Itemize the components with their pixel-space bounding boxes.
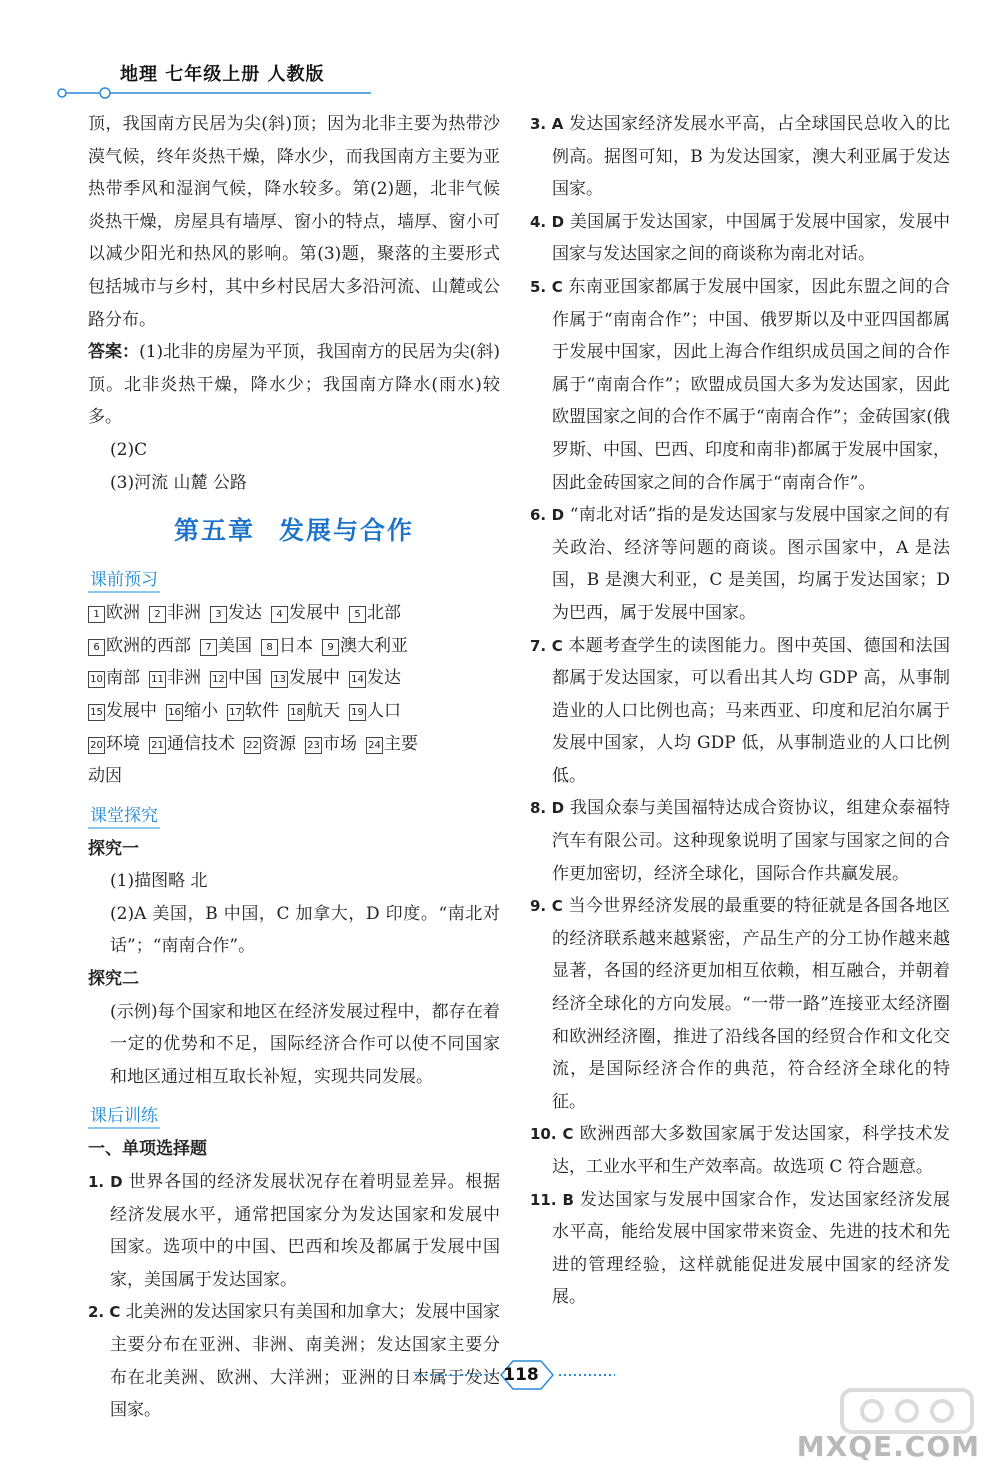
preview-item [271,597,340,630]
preview-item [149,728,235,761]
preview-tail: 动因 [88,766,122,787]
preview-item [288,695,340,728]
preview-item-text: 美国 [218,635,252,656]
preview-item-number: 12 [210,671,227,688]
header-title: 地理 七年级上册 人教版 [120,64,325,85]
question-3 [530,108,950,206]
preview-item-text: 欧洲的西部 [106,635,191,656]
preview-item-number: 14 [349,671,366,688]
preview-item [322,630,408,663]
preview-item-number: 11 [149,671,166,688]
chapter-name: 发展与合作 [279,516,415,546]
question-11 [530,1184,950,1314]
preview-item [88,728,140,761]
preview-item-number: 9 [322,639,339,656]
preview-item [88,630,191,663]
question-3-answer: 3. A [530,115,564,133]
question-2-answer: 2. C [88,1303,121,1322]
preview-item-number: 10 [88,671,105,688]
preview-row [88,597,500,630]
question-5-answer: 5. C [530,277,563,296]
preview-item [149,597,201,630]
left-column [88,108,500,1427]
preview-item [261,630,313,663]
preview-item-number: 2 [149,606,166,623]
preview-row [88,695,500,728]
section-preview: 课前预习 [88,565,160,593]
question-3-text: 发达国家经济发展水平高，占全球国民总收入的比例高。据图可知，B 为发达国家，澳大利亚属于发达国家。 [552,114,951,200]
question-4-answer: 4. D [530,212,565,231]
question-1-text: 世界各国的经济发展状况存在着明显差异。根据经济发展水平，通常把国家分为发达国家和发展中国家。选项中的中国、巴西和埃及都属于发展中国家，美国属于发达国家。 [110,1172,501,1290]
preview-item-text: 发达 [228,603,262,624]
preview-item-text: 发展中 [289,668,340,689]
question-6 [530,499,950,629]
question-6-answer: 6. D [530,506,565,525]
question-8-text: 我国众泰与美国福特达成合资协议，组建众泰福特汽车有限公司。这种现象说明了国家与国家之间的合作更加密切，经济全球化，国际合作共赢发展。 [552,798,951,884]
preview-item-text: 非洲 [167,603,201,624]
question-6-text: “南北对话”指的是发达国家与发展中国家之间的有关政治、经济等问题的商谈。图示国家中，A 是法国，B 是澳大利亚，C 是美国，均属于发达国家；D 为巴西，属于发展中国家。 [552,505,950,623]
preview-item-number: 5 [349,606,366,623]
preview-item-number: 7 [200,639,217,656]
question-5-text: 东南亚国家都属于发展中国家，因此东盟之间的合作属于“南南合作”；中国、俄罗斯以及中亚四国都属于发展中国家，因此上海合作组织成员国之间的合作属于“南南合作”；欧盟成员国大多为发达国家，因此欧盟国家之间的合作不属于“南南合作”；金砖国家(俄罗斯、中国、巴西、印度和南非)都属于发展中国家，因此金砖国家之间的合作属于“南南合作”。 [552,276,951,493]
preview-item-text: 北部 [367,603,401,624]
preview-item-number: 17 [227,704,244,721]
preview-item [244,728,296,761]
preview-item [271,662,340,695]
preview-item-number: 21 [149,737,166,754]
preview-item-text: 发展中 [106,700,157,721]
answer-3: (3)河流 山麓 公路 [110,472,247,493]
preview-item-text: 澳大利亚 [340,635,408,656]
preview-item [88,662,140,695]
preview-item-text: 市场 [323,733,357,754]
question-7 [530,630,950,793]
preview-item-number: 13 [271,671,288,688]
preview-item-number: 8 [261,639,278,656]
preview-item [210,662,262,695]
preview-item-text: 软件 [245,700,279,721]
preview-item-number: 15 [88,704,105,721]
explore-one-line-1: (1)描图略 北 [110,871,208,892]
question-2-text: 北美洲的发达国家只有美国和加拿大；发展中国家主要分布在亚洲、非洲、南美洲；发达国家主要分布在北美洲、欧洲、大洋洲；亚洲的日本属于发达国家。 [110,1302,501,1421]
question-8 [530,792,950,890]
preview-item-text: 资源 [262,733,296,754]
question-1-answer: 1. D [88,1173,123,1192]
preview-answer-grid [88,597,500,793]
preview-item-text: 发达 [367,668,401,689]
preview-item-number: 3 [210,606,227,623]
preview-item [88,695,157,728]
preview-item-number: 19 [349,704,366,721]
explore-two-title: 探究二 [88,969,139,990]
question-10-answer: 10. C [530,1125,574,1144]
preview-item-number: 6 [88,639,105,656]
watermark-text: MXQE.COM [796,1430,980,1463]
preview-item-number: 23 [305,737,322,754]
answer-1 [88,336,500,434]
intro-paragraph: 顶，我国南方民居为尖(斜)顶；因为北非主要为热带沙漠气候，终年炎热干燥，降水少，而我国南方主要为亚热带季风和湿润气候，降水较多。第(2)题，北非气候炎热干燥，房屋具有墙厚、窗小的特点，墙厚、窗小可以减少阳光和热风的影响。第(3)题，聚落的主要形式包括城市与乡村，其中乡村民居大多沿河流、山麓或公路分布。 [88,114,500,330]
question-9-text: 当今世界经济发展的最重要的特征就是各国各地区的经济联系越来越紧密，产品生产的分工协作越来越显著，各国的经济更加相互依赖，相互融合，并朝着经济全球化的方向发展。“一带一路”连接亚太经济圈和欧洲经济圈，推进了沿线各国的经贸合作和文化交流，是国际经济合作的典范，符合经济全球化的特征。 [552,896,951,1112]
answer-1-text: (1)北非的房屋为平顶，我国南方的民居为尖(斜)顶。北非炎热干燥，降水少；我国南方降水(雨水)较多。 [88,342,500,428]
right-column [530,108,950,1314]
preview-item [227,695,279,728]
answer-label: 答案： [88,342,140,363]
preview-item-text: 缩小 [184,700,218,721]
preview-item [305,728,357,761]
explore-one-line-2: (2)A 美国，B 中国，C 加拿大，D 印度。“南北对话”；“南南合作”。 [110,903,500,957]
preview-item-text: 日本 [279,635,313,656]
preview-item-number: 22 [244,737,261,754]
section-explore: 课堂探究 [88,801,160,829]
question-8-answer: 8. D [530,799,565,818]
question-4-text: 美国属于发达国家，中国属于发展中国家，发展中国家与发达国家之间的商谈称为南北对话。 [552,211,951,265]
question-10 [530,1118,950,1183]
page-number: 118 [503,1365,539,1385]
question-10-text: 欧洲西部大多数国家属于发达国家，科学技术发达，工业水平和生产效率高。故选项 C 符合题意。 [552,1124,950,1177]
preview-item-text: 非洲 [167,668,201,689]
question-4 [530,206,950,271]
preview-item-number: 20 [88,737,105,754]
question-7-text: 本题考查学生的读图能力。图中英国、德国和法国都属于发达国家，可以看出其人均 GDP 高，从事制造业的人口比例也高；马来西亚、印度和尼泊尔属于发展中国家，人均 GDP 低，从事制造业的人口比例低。 [552,635,951,786]
preview-item-text: 航天 [306,700,340,721]
header-decoration [55,86,375,100]
question-11-text: 发达国家与发展中国家合作，发达国家经济发展水平高，能给发展中国家带来资金、先进的技术和先进的管理经验，这样就能促进发展中国家的经济发展。 [552,1189,951,1308]
choice-heading: 一、单项选择题 [88,1139,207,1160]
question-1 [88,1166,500,1296]
preview-item-number: 24 [366,737,383,754]
preview-item-text: 南部 [106,668,140,689]
question-9 [530,890,950,1118]
preview-item-text: 环境 [106,733,140,754]
preview-row [88,630,500,663]
question-5 [530,271,950,499]
preview-item-text: 中国 [228,668,262,689]
preview-item [166,695,218,728]
preview-item-number: 16 [166,704,183,721]
preview-item-number: 1 [88,606,105,623]
preview-item [349,662,401,695]
chapter-number: 第五章 [173,516,255,546]
preview-item-text: 发展中 [289,603,340,624]
preview-item-number: 18 [288,704,305,721]
preview-item-text: 人口 [367,700,401,721]
preview-row [88,662,500,695]
question-11-answer: 11. B [530,1190,574,1209]
preview-item [88,597,140,630]
question-9-answer: 9. C [530,897,563,916]
preview-item-text: 主要 [384,733,418,754]
explore-two-text: (示例)每个国家和地区在经济发展过程中，都存在着一定的优势和不足，国际经济合作可以使不同国家和地区通过相互取长补短，实现共同发展。 [110,1001,500,1087]
preview-item [349,695,401,728]
chapter-title [88,511,500,547]
answer-2: (2)C [110,439,148,460]
preview-item [200,630,252,663]
preview-row [88,728,500,761]
question-7-answer: 7. C [530,636,563,655]
preview-item-number: 4 [271,606,288,623]
explore-one-title: 探究一 [88,838,139,859]
section-after-class: 课后训练 [88,1101,160,1129]
preview-item-text: 欧洲 [106,603,140,624]
preview-item [210,597,262,630]
preview-item [349,597,401,630]
preview-item [366,728,418,761]
preview-item-text: 通信技术 [167,733,235,754]
preview-item [149,662,201,695]
